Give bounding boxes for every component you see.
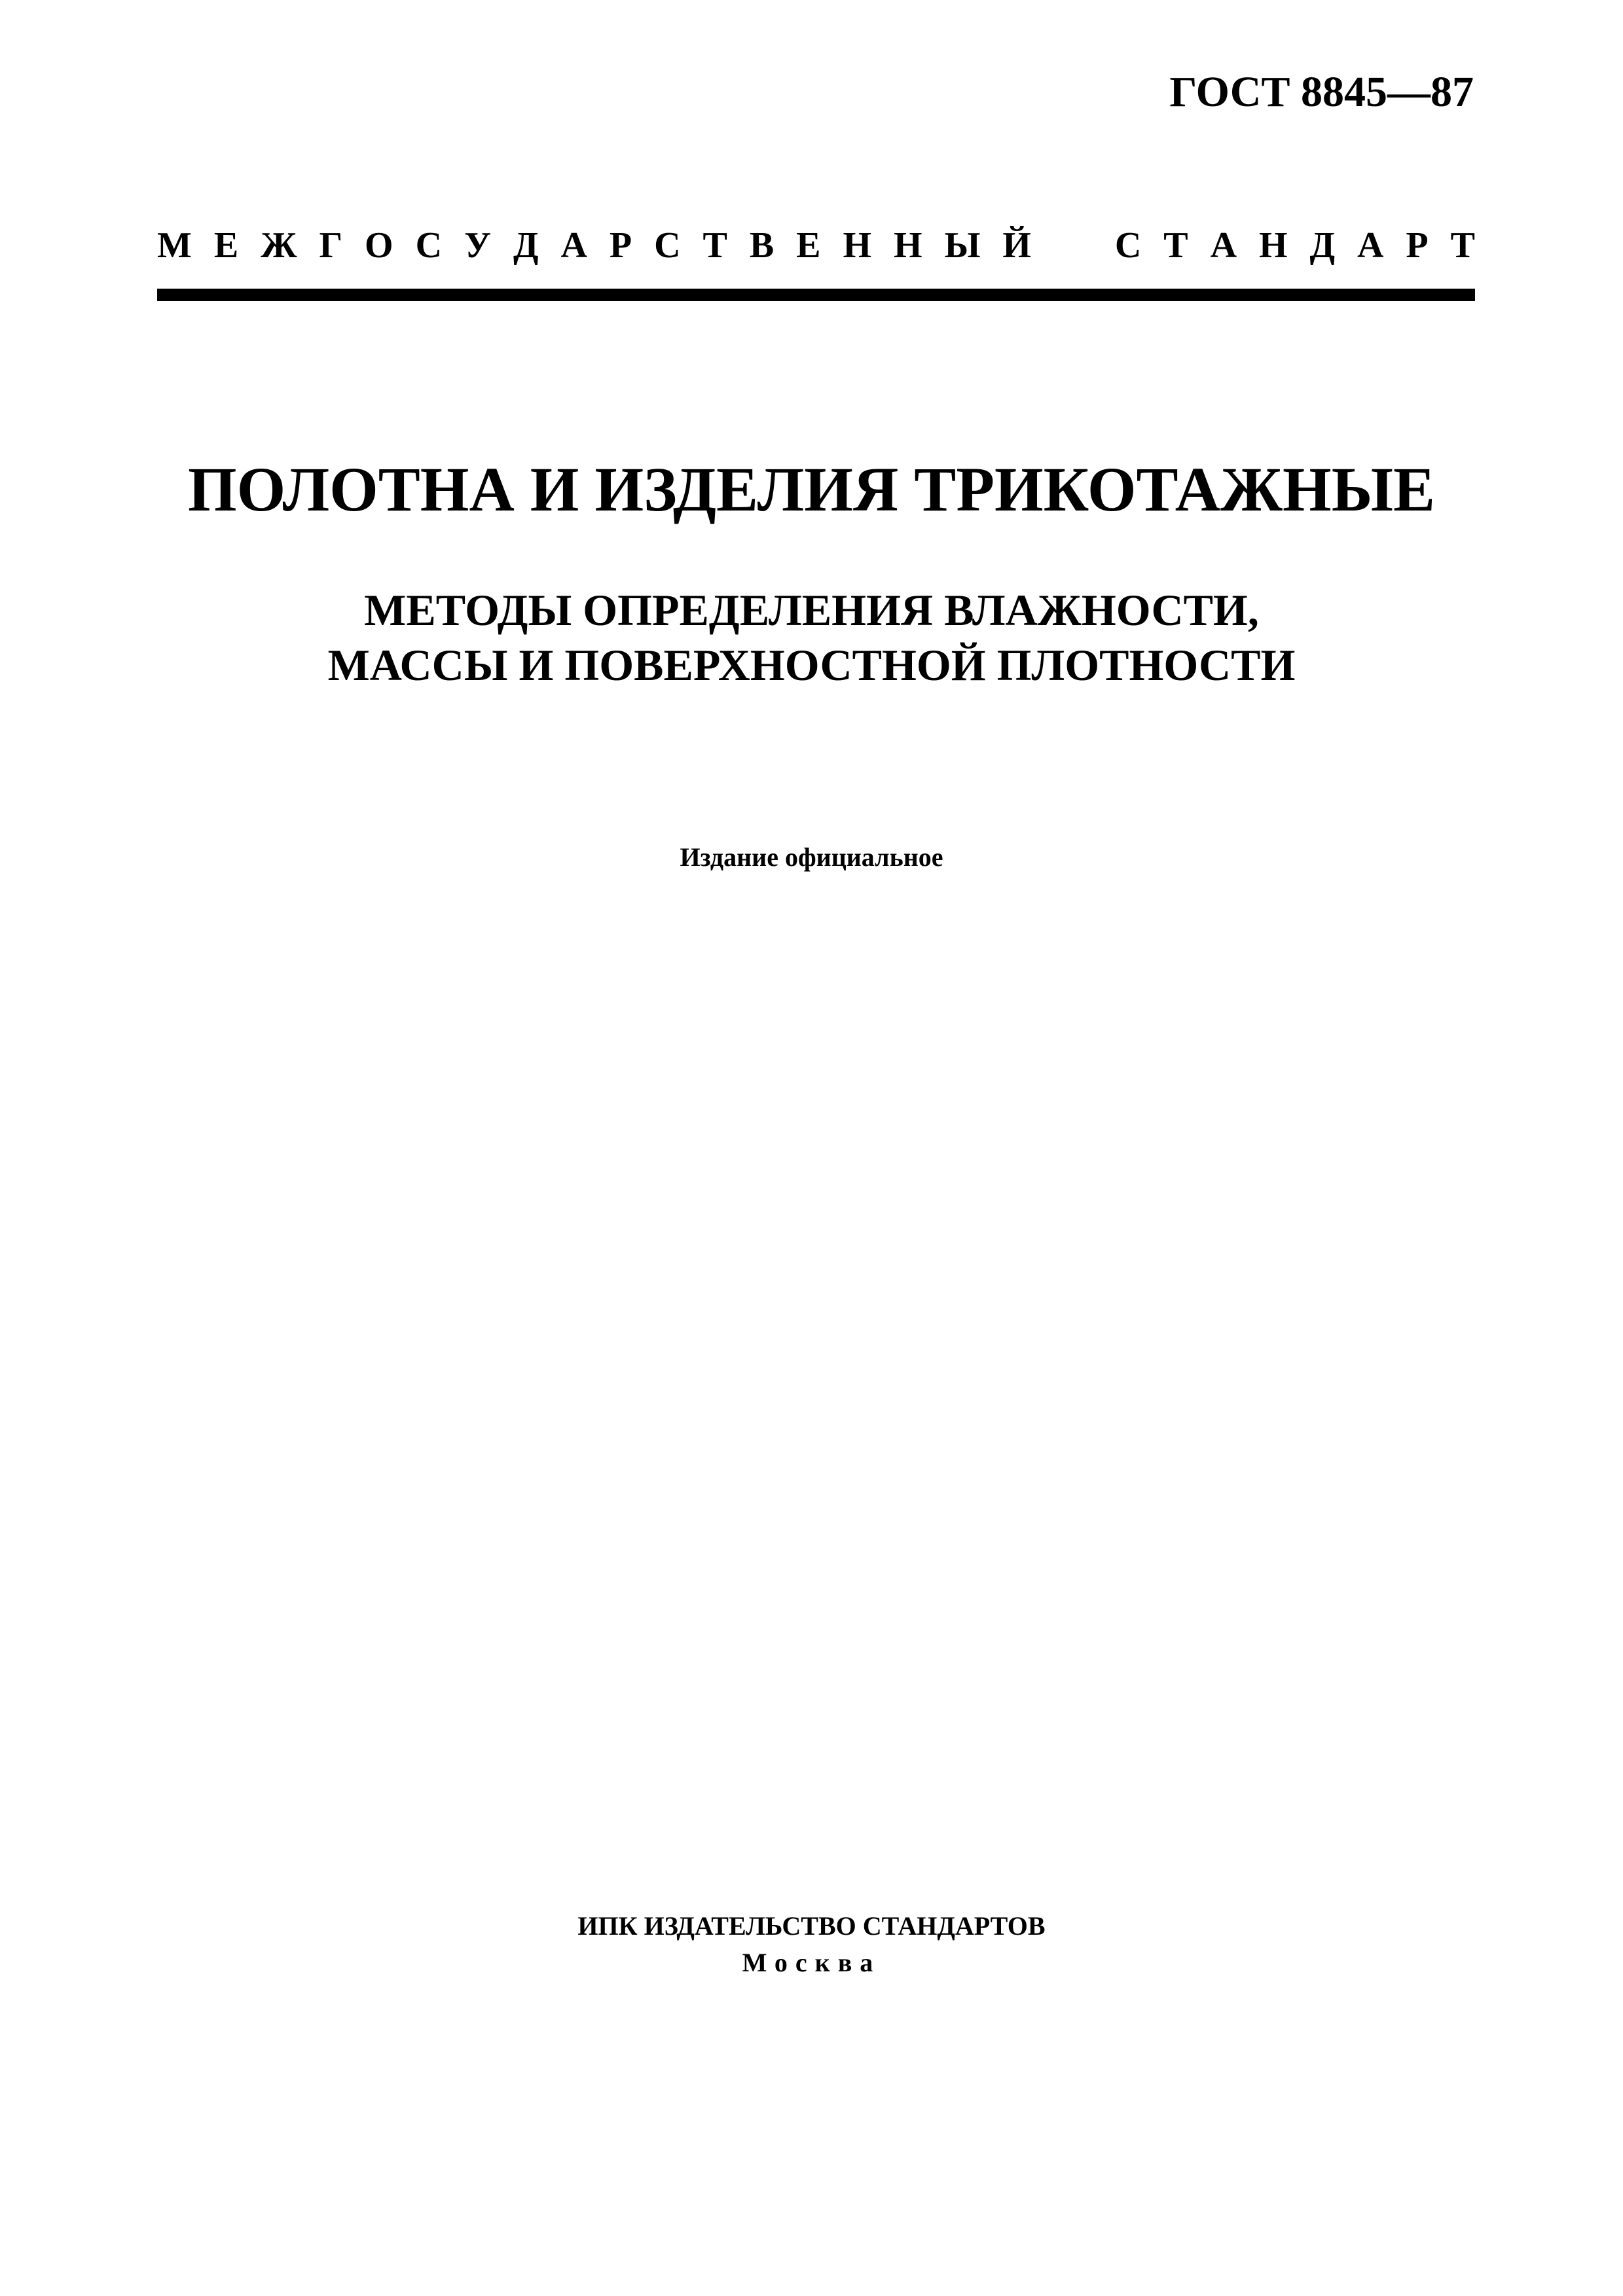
category-word2-letter: Т	[1163, 225, 1188, 266]
category-word2-letter: С	[1114, 225, 1142, 266]
category-word1-letter: Й	[1002, 225, 1031, 266]
category-word1-letter: Д	[513, 225, 539, 266]
publisher-name: ИПК ИЗДАТЕЛЬСТВО СТАНДАРТОВ	[577, 1911, 1046, 1941]
document-subtitle	[0, 583, 1623, 692]
category-word2-letter: А	[1357, 225, 1384, 266]
standard-category	[157, 223, 1475, 268]
gost-number: ГОСТ 8845—87	[1169, 68, 1474, 116]
category-word2-letter: Р	[1406, 225, 1429, 266]
category-word1-letter: Ы	[944, 225, 981, 266]
subtitle-line-1: МЕТОДЫ ОПРЕДЕЛЕНИЯ ВЛАЖНОСТИ,	[364, 585, 1259, 635]
category-word2-letter: Н	[1259, 225, 1288, 266]
category-word1-letter: Е	[796, 225, 821, 266]
document-title: ПОЛОТНА И ИЗДЕЛИЯ ТРИКОТАЖНЫЕ	[188, 454, 1435, 524]
category-word1-letter: У	[464, 225, 492, 266]
category-word1-letter: Е	[213, 225, 239, 266]
header-rule	[157, 289, 1475, 301]
category-word1-letter: Ж	[261, 225, 297, 266]
category-word2-letter: А	[1210, 225, 1237, 266]
category-word2-letter: Т	[1450, 225, 1475, 266]
category-word1-letter: М	[157, 225, 192, 266]
category-word1-letter: О	[365, 225, 393, 266]
subtitle-line-2: МАССЫ И ПОВЕРХНОСТНОЙ ПЛОТНОСТИ	[327, 640, 1296, 690]
category-word1-letter: Н	[843, 225, 871, 266]
publisher-block	[0, 1908, 1623, 1981]
publisher-city: Москва	[742, 1948, 881, 1977]
category-word2-letter: Д	[1309, 225, 1336, 266]
category-word1-letter: С	[415, 225, 443, 266]
category-word1-letter: А	[560, 225, 587, 266]
category-word1-letter: Р	[609, 225, 632, 266]
category-word1-letter: Т	[702, 225, 727, 266]
category-word1-letter: Н	[893, 225, 922, 266]
edition-note: Издание официальное	[680, 842, 943, 872]
category-word1-letter: С	[654, 225, 681, 266]
category-word1-letter: Г	[319, 225, 343, 266]
category-word1-letter: В	[749, 225, 775, 266]
